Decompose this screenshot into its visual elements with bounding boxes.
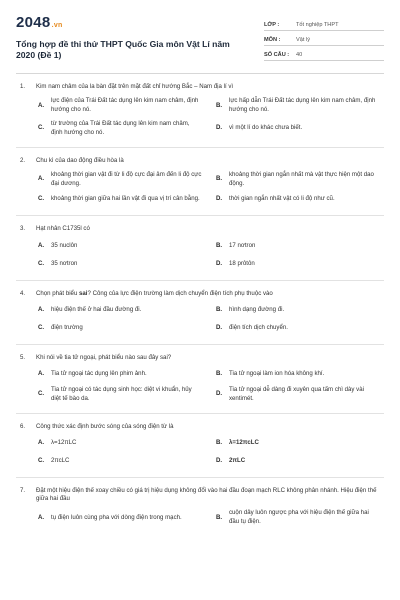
meta-row-subject	[264, 31, 384, 46]
option-letter: B.	[216, 513, 223, 521]
option-letter: A.	[38, 370, 45, 378]
question-4	[16, 290, 384, 345]
option-text: Tia tử ngoại tác dụng lên phim ảnh.	[51, 370, 147, 378]
answer-option[interactable]	[216, 193, 384, 206]
option-text: Tia tử ngoại có tác dụng sinh học: diệt vi khuẩn, hủy diệt tế bào da.	[51, 386, 192, 402]
option-letter: C.	[38, 195, 45, 203]
option-letter: A.	[38, 175, 45, 183]
answer-option[interactable]	[38, 240, 206, 253]
question-7	[16, 487, 384, 527]
option-letter: D.	[216, 259, 223, 267]
answer-option[interactable]	[38, 509, 206, 527]
option-letter: D.	[216, 457, 223, 465]
option-letter: A.	[38, 101, 45, 109]
question-2	[16, 157, 384, 217]
answer-option[interactable]	[38, 193, 206, 206]
question-3	[16, 225, 384, 280]
answer-option[interactable]	[216, 368, 384, 381]
option-text: lực hấp dẫn Trái Đất tác dụng lên kim nam châm, định hướng cho nó.	[229, 97, 376, 114]
question-number: 6.	[20, 422, 26, 430]
option-text: khoảng thời gian ngắn nhất mà vật thực hiện một dao động.	[229, 170, 374, 187]
option-text: λ=12πLC	[51, 439, 77, 447]
answer-option[interactable]	[38, 455, 206, 468]
option-letter: C.	[38, 124, 45, 132]
meta-row-count	[264, 46, 384, 61]
meta-value: Tốt nghiệp THPT	[296, 22, 339, 28]
option-letter: B.	[216, 370, 223, 378]
option-letter: A.	[38, 241, 45, 249]
option-text: λ=12πcLC	[229, 439, 259, 447]
meta-row-class	[264, 16, 384, 31]
header-divider	[16, 73, 384, 74]
answer-option[interactable]	[38, 322, 206, 335]
question-divider	[16, 147, 384, 148]
option-text: 18 prôtôn	[229, 259, 255, 267]
header-left	[16, 14, 238, 61]
answer-option[interactable]	[38, 368, 206, 381]
option-text: từ trường của Trái Đất tác dụng lên kim nam châm, định hướng cho nó.	[51, 119, 190, 136]
question-number: 4.	[20, 289, 26, 297]
answer-option[interactable]	[216, 322, 384, 335]
meta-label: SỐ CÂU :	[264, 52, 290, 58]
question-divider	[16, 215, 384, 216]
option-letter: D.	[216, 323, 223, 331]
option-text: khoảng thời gian vật đi từ li độ cực đại âm đến li độ cực đại dương.	[51, 170, 202, 187]
option-text: điện tích dịch chuyển.	[229, 323, 288, 331]
answer-option[interactable]	[216, 120, 384, 138]
question-text: Kim nam châm của la bàn đặt trên mặt đất chỉ hướng Bắc – Nam địa lí vì	[36, 83, 234, 90]
question-number: 3.	[20, 225, 26, 233]
option-letter: A.	[38, 513, 45, 521]
option-text: lực điện của Trái Đất tác dụng lên kim nam châm, định hướng cho nó.	[51, 97, 199, 114]
question-number: 1.	[20, 83, 26, 90]
question-text: Chu kì của dao động điều hòa là	[36, 156, 124, 164]
option-text: 35 nuclôn	[51, 241, 78, 249]
question-text-pre: Chọn phát biểu	[36, 289, 80, 297]
option-text: hiệu điện thế ở hai đầu đường đi.	[51, 305, 142, 313]
answer-option[interactable]	[38, 304, 206, 317]
option-letter: B.	[216, 175, 223, 183]
answer-option[interactable]	[38, 171, 206, 189]
question-number: 7.	[20, 486, 26, 494]
question-divider	[16, 413, 384, 414]
exam-title: Tổng hợp đề thi thử THPT Quốc Gia môn Vật Lí năm 2020 (Đề 1)	[16, 39, 230, 60]
option-text: tụ điện luôn cùng pha với dòng điện trong mạch.	[51, 513, 182, 521]
question-divider	[16, 477, 384, 478]
option-letter: A.	[38, 305, 45, 313]
question-number: 2.	[20, 156, 26, 164]
answer-option[interactable]	[38, 258, 206, 271]
meta-label: MÔN :	[264, 37, 281, 43]
option-text: 2πcLC	[51, 457, 70, 465]
option-letter: D.	[216, 124, 223, 132]
answer-option[interactable]	[216, 258, 384, 271]
logo-suffix: .vn	[51, 22, 63, 29]
header	[16, 14, 384, 61]
question-text-post: ? Công của lực điện trường làm dịch chuyển điện tích phụ thuộc vào	[87, 289, 273, 297]
question-text: Đặt một hiệu điện thế xoay chiều có giá trị hiệu dụng không đổi vào hai đầu đoạn mạch RLC không phân nhánh. Hiệu điện thế giữa hai đầu	[36, 486, 377, 503]
meta-value: 40	[296, 52, 303, 58]
option-letter: C.	[38, 259, 45, 267]
option-text: cuộn dây luôn ngược pha với hiệu điện thế giữa hai đầu tụ điện.	[229, 509, 369, 526]
answer-option[interactable]	[216, 455, 384, 468]
answer-option[interactable]	[216, 386, 384, 404]
site-logo[interactable]	[16, 14, 238, 31]
meta-label: LỚP :	[264, 22, 280, 28]
option-letter: B.	[216, 439, 223, 447]
option-letter: D.	[216, 390, 223, 398]
question-text: Công thức xác định bước sóng của sóng điện từ là	[36, 422, 174, 430]
question-divider	[16, 344, 384, 345]
option-text: điện trường	[51, 323, 83, 331]
option-letter: B.	[216, 101, 223, 109]
exam-meta	[264, 16, 384, 61]
answer-option[interactable]	[216, 97, 384, 115]
answer-option[interactable]	[38, 386, 206, 404]
option-letter: A.	[38, 439, 45, 447]
answer-option[interactable]	[216, 437, 384, 450]
logo-text: 2048	[16, 14, 51, 31]
option-text: 2πLC	[229, 457, 246, 465]
answer-option[interactable]	[216, 304, 384, 317]
option-letter: B.	[216, 241, 223, 249]
answer-option[interactable]	[216, 171, 384, 189]
question-5	[16, 354, 384, 414]
option-text: Tia tử ngoại dễ dàng đi xuyên qua tấm chì dày vài xentimét.	[229, 386, 364, 402]
question-1	[16, 83, 384, 148]
option-text: Tia tử ngoại làm ion hóa không khí.	[229, 370, 325, 378]
option-text: vì một lí do khác chưa biết.	[229, 124, 303, 132]
question-6	[16, 423, 384, 478]
question-text: Hạt nhân C1735l có	[36, 225, 90, 233]
answer-option[interactable]	[38, 97, 206, 115]
option-text: thời gian ngắn nhất vật có li độ như cũ.	[229, 195, 335, 203]
option-text: khoảng thời gian giữa hai lần vật đi qua vị trí cân bằng.	[51, 195, 200, 203]
question-text: Khi nói về tia tử ngoại, phát biểu nào sau đây sai?	[36, 353, 172, 361]
question-number: 5.	[20, 353, 26, 361]
answer-option[interactable]	[216, 509, 384, 527]
question-text-emphasis: sai	[79, 289, 88, 297]
option-letter: C.	[38, 457, 45, 465]
option-letter: C.	[38, 323, 45, 331]
meta-value: Vật lý	[296, 37, 310, 43]
question-text	[36, 290, 384, 298]
option-text: hình dạng đường đi.	[229, 305, 285, 313]
option-text: 17 nơtron	[229, 241, 256, 249]
option-text: 35 nơtron	[51, 259, 78, 267]
option-letter: C.	[38, 390, 45, 398]
option-letter: B.	[216, 305, 223, 313]
question-divider	[16, 280, 384, 281]
answer-option[interactable]	[38, 437, 206, 450]
answer-option[interactable]	[38, 120, 206, 138]
answer-option[interactable]	[216, 240, 384, 253]
option-letter: D.	[216, 195, 223, 203]
